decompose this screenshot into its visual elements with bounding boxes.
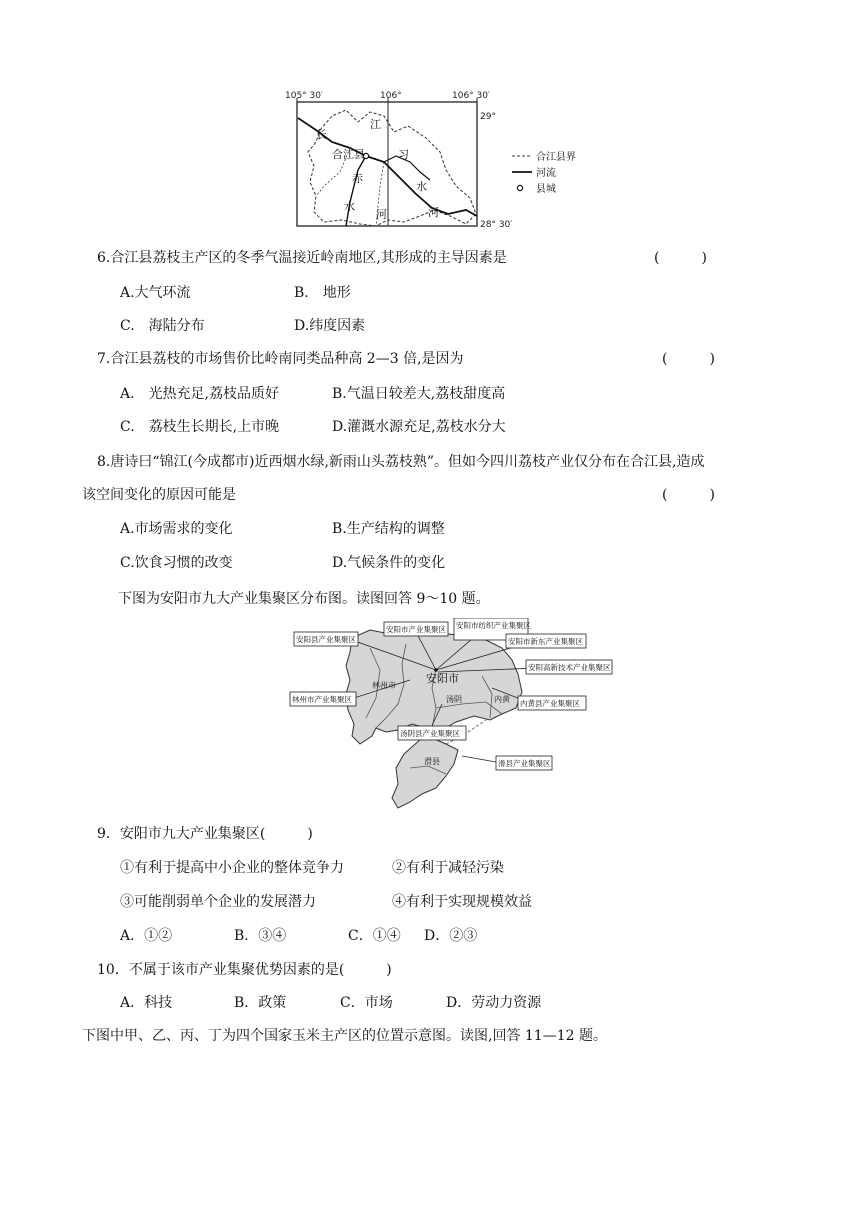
q10-option-b: B．政策: [234, 995, 287, 1011]
inner-label-anyang: 安阳市: [426, 672, 459, 685]
place-label-xi: 习: [398, 148, 409, 161]
q7-option-b: B.气温日较差大,荔枝甜度高: [332, 386, 506, 402]
lon-label-3: 106° 30′: [452, 91, 491, 101]
place-label-chi: 赤: [352, 172, 363, 185]
inner-label-linzhou: 林州市: [372, 681, 396, 690]
lon-label-2: 106°: [380, 91, 402, 101]
lon-label-1: 105° 30′: [285, 91, 324, 101]
place-label-jiang: 江: [370, 118, 381, 131]
legend-county-seat-icon: [517, 185, 522, 190]
place-label-shui1: 水: [416, 180, 427, 193]
box-anyang-city: 安阳市产业集聚区: [386, 625, 446, 634]
q9-statement-4: ④有利于实现规模效益: [392, 894, 532, 910]
q8-answer-paren: ( ): [662, 487, 715, 503]
county-boundary: [308, 110, 476, 226]
intro-anyang: 下图为安阳市九大产业集聚区分布图。读图回答 9～10 题。: [118, 591, 490, 607]
q8-option-a: A.市场需求的变化: [120, 521, 233, 537]
q10-stem: 10．不属于该市产业集聚优势因素的是( ): [97, 962, 392, 978]
q6-answer-paren: ( ): [654, 250, 707, 266]
q9-stem: 9．安阳市九大产业集聚区( ): [97, 826, 313, 842]
place-label-he2: 河: [428, 206, 439, 219]
lat-label-2: 28° 30′: [480, 220, 513, 230]
q6-option-b: B. 地形: [294, 285, 351, 301]
q7-answer-paren: ( ): [662, 351, 715, 367]
box-huaxian: 滑县产业集聚区: [498, 759, 551, 768]
inner-label-neihuang: 内黄: [494, 695, 510, 704]
q8-option-c: C.饮食习惯的改变: [120, 555, 233, 571]
q10-option-d: D．劳动力资源: [446, 995, 542, 1011]
q7-option-c: C. 荔枝生长期长,上市晚: [120, 419, 280, 435]
q9-statement-3: ③可能削弱单个企业的发展潜力: [120, 894, 316, 910]
q9-statement-1: ①有利于提高中小企业的整体竞争力: [120, 860, 344, 876]
q7-option-d: D.灌溉水源充足,荔枝水分大: [332, 419, 506, 435]
q9-option-c: C．①④: [348, 928, 401, 944]
q9-option-a: A．①②: [120, 928, 173, 944]
place-label-chang: 长: [316, 128, 327, 141]
q9-option-b: B．③④: [234, 928, 287, 944]
place-label-he1: 河: [376, 208, 387, 221]
inner-label-tangyin: 汤阴: [446, 695, 462, 704]
q6-option-c: C. 海陆分布: [120, 318, 205, 334]
inner-label-huaxian: 滑县: [424, 757, 440, 766]
q9-statement-2: ②有利于减轻污染: [392, 860, 504, 876]
q8-option-b: B.生产结构的调整: [332, 521, 445, 537]
q10-option-a: A．科技: [120, 995, 173, 1011]
box-linzhou: 林州市产业集聚区: [292, 695, 352, 704]
intro-corn: 下图中甲、乙、丙、丁为四个国家玉米主产区的位置示意图。读图,回答 11—12 题。: [82, 1028, 607, 1044]
legend-river: 河流: [536, 168, 556, 179]
box-anyang-textile: 安阳市纺织产业集聚区: [456, 621, 531, 630]
q8-stem-line2: 该空间变化的原因可能是: [82, 487, 236, 503]
q8-stem-line1: 8.唐诗曰“锦江(今成都市)近西烟水绿,新雨山头荔枝熟”。但如今四川荔枝产业仅分布在合江县,造成: [97, 454, 705, 470]
place-label-shui2: 水: [344, 200, 355, 213]
lat-label-1: 29°: [480, 112, 496, 122]
q6-option-d: D.纬度因素: [294, 318, 366, 334]
q6-option-a: A.大气环流: [120, 285, 191, 301]
q7-option-a: A. 光热充足,荔枝品质好: [120, 386, 280, 402]
anyang-city-dot-icon: [434, 668, 438, 672]
legend-county-seat: 县城: [536, 184, 556, 195]
box-anyang-xindong: 安阳市新东产业集聚区: [508, 637, 583, 646]
box-anyang-hightech: 安阳高新技术产业集聚区: [528, 663, 611, 672]
box-anyang-county: 安阳县产业集聚区: [296, 635, 356, 644]
place-label-hejiang: 合江县: [332, 148, 365, 161]
chishui-river: [346, 156, 366, 226]
legend-boundary: 合江县界: [536, 152, 576, 163]
q10-option-c: C．市场: [340, 995, 393, 1011]
q9-option-d: D．②③: [424, 928, 478, 944]
q7-stem: 7.合江县荔枝的市场售价比岭南同类品种高 2—3 倍,是因为: [97, 351, 464, 367]
hejiang-map: [280, 86, 600, 234]
anyang-map: [286, 618, 616, 812]
box-neihuang: 内黄县产业集聚区: [520, 699, 580, 708]
box-tangyin: 汤阴县产业集聚区: [400, 729, 460, 738]
q6-stem: 6.合江县荔枝主产区的冬季气温接近岭南地区,其形成的主导因素是: [97, 250, 507, 266]
q8-option-d: D.气候条件的变化: [332, 555, 446, 571]
